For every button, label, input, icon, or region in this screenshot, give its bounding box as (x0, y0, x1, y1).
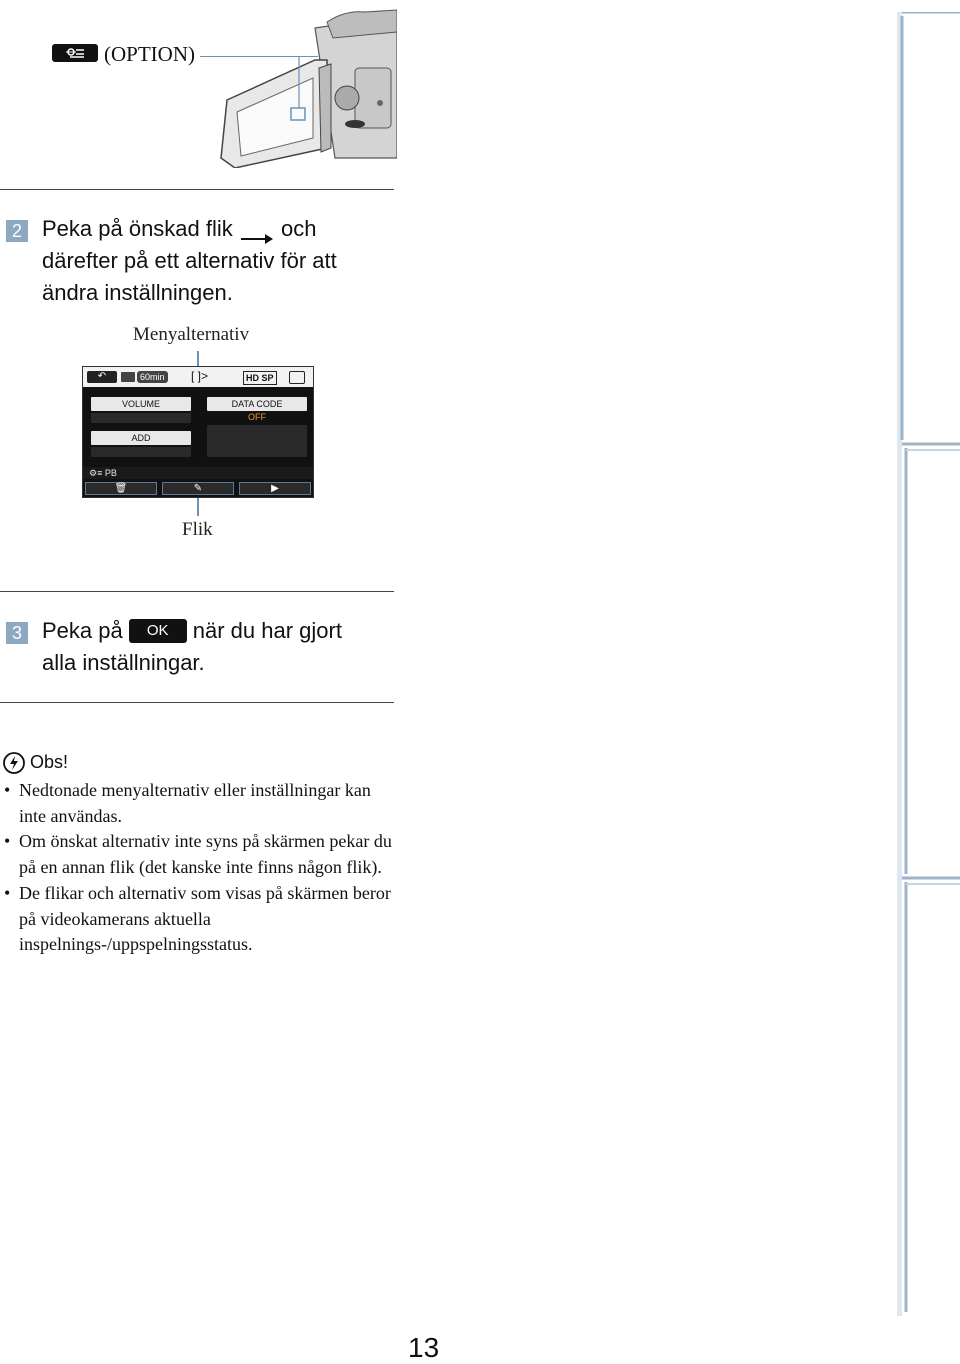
note-text: De flikar och alternativ som visas på skärmen beror på videokamerans aktuella inspelnings-/uppspelningsstatus. (19, 882, 391, 955)
warning-icon (3, 752, 25, 774)
volume-button[interactable]: VOLUME (91, 397, 191, 411)
notes-list (0, 778, 400, 958)
page-number: 13 (408, 1332, 440, 1363)
step-2-line3: ändra inställningen. (42, 280, 233, 305)
quality-indicator: HD SP (243, 371, 277, 385)
step-3-text (42, 615, 402, 679)
battery-icon (121, 372, 135, 382)
option-label: (OPTION) (104, 42, 195, 66)
side-tab-strip (896, 12, 960, 1316)
list-item: • De flikar och alternativ som visas på skärmen beror på videokamerans aktuella inspelnings-/uppspelningsstatus. (4, 882, 391, 955)
tab-edit[interactable]: ✎ (162, 482, 234, 495)
step-3-line1-pre: Peka på (42, 618, 123, 643)
ok-button: OK (129, 619, 187, 643)
remaining-time: 60min (137, 371, 168, 383)
camcorder-illustration (215, 8, 397, 168)
empty-slot (207, 425, 307, 457)
tab-label: Flik (182, 519, 213, 540)
tab-bar-label: PB (104, 468, 117, 478)
step-2-line1-end: och (281, 216, 317, 241)
lcd-screen (82, 366, 314, 498)
note-text: Nedtonade menyalternativ eller inställningar kan inte användas. (19, 780, 371, 826)
list-item: • Om önskat alternativ inte syns på skärmen pekar du på en annan flik (det kanske inte finns någon flik). (4, 831, 392, 878)
notes-title: Obs! (30, 752, 69, 772)
memory-card-icon (289, 371, 305, 384)
step-3-line2: alla inställningar. (42, 650, 205, 675)
lcd-status-bar (83, 367, 313, 387)
empty-slot (91, 413, 191, 423)
step-2-line1: Peka på önskad flik (42, 216, 233, 241)
data-code-value: OFF (248, 412, 266, 422)
step-2-line2: därefter på ett alternativ för att (42, 248, 337, 273)
list-item: • Nedtonade menyalternativ eller inställningar kan inte användas. (4, 780, 371, 826)
tab-delete[interactable]: 🗑 (85, 482, 157, 495)
arrow-right-icon (239, 223, 275, 237)
lcd-menu-panel (83, 387, 313, 467)
option-key-icon (52, 44, 98, 62)
step-3-line1-post: när du har gjort (192, 618, 342, 643)
tab-callout-line (197, 498, 199, 516)
note-text: Om önskat alternativ inte syns på skärmen pekar du på en annan flik (det kanske inte finns någon flik). (19, 831, 392, 878)
rec-mode-indicator: [ ]> (191, 369, 209, 383)
tab-play[interactable]: ▶ (239, 482, 311, 495)
step-2-text (42, 213, 402, 309)
empty-slot (91, 447, 191, 457)
lcd-tabs (83, 479, 313, 497)
data-code-button[interactable]: DATA CODE (207, 397, 307, 411)
divider (0, 591, 394, 592)
option-small-icon: ⚙≡ (89, 468, 103, 478)
back-button[interactable]: ↶ (87, 371, 117, 383)
divider (0, 189, 394, 190)
step-number-2: 2 (6, 220, 28, 242)
lcd-tab-bar (83, 467, 313, 479)
menu-items-label: Menyalternativ (133, 324, 250, 345)
step-number-3: 3 (6, 622, 28, 644)
add-button[interactable]: ADD (91, 431, 191, 445)
divider (0, 702, 394, 703)
